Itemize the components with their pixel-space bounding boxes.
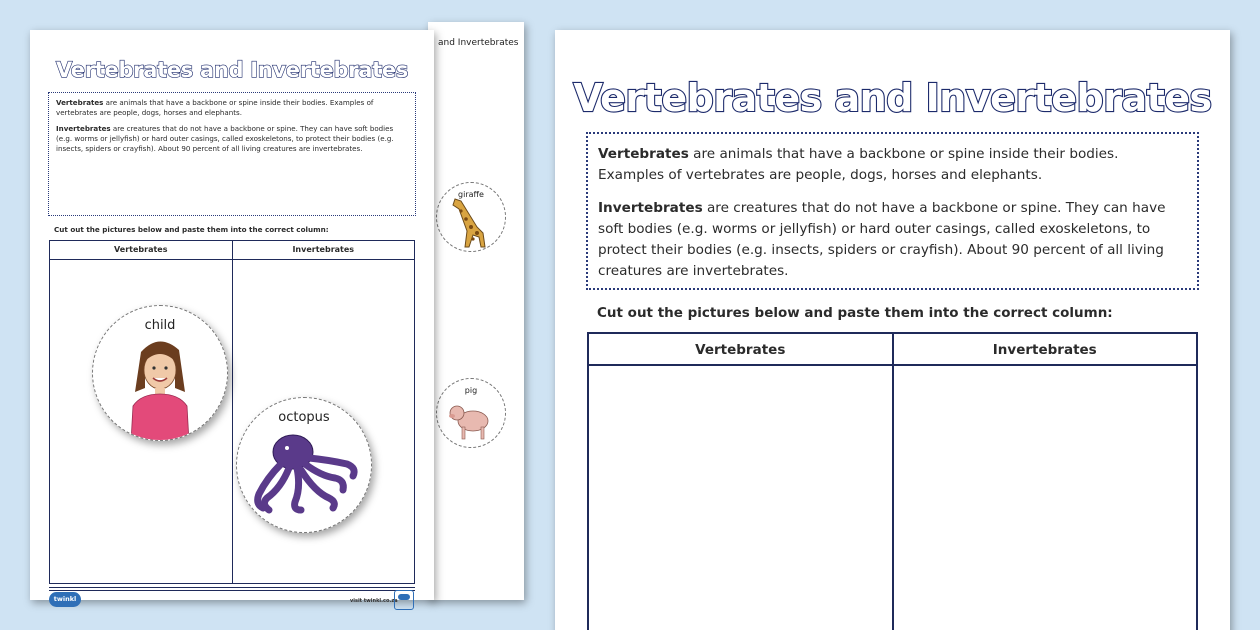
info-box xyxy=(586,132,1199,290)
vertebrates-term: Vertebrates xyxy=(598,146,689,162)
invertebrates-header: Invertebrates xyxy=(894,334,1197,366)
preview-vertebrates-term: Vertebrates xyxy=(56,98,104,107)
preview-invertebrates-header: Invertebrates xyxy=(233,241,415,260)
preview-vertebrates-text: are animals that have a backbone or spine inside their bodies. Examples of vertebrates are people, dogs, horses and elephants. xyxy=(56,98,374,117)
vertebrates-header: Vertebrates xyxy=(589,334,892,366)
child-icon xyxy=(93,306,228,441)
invertebrates-text: are creatures that do not have a backbone or spine. They can have soft bodies (e.g. worms or jellyfish) or hard outer casings, called exoskeletons, to protect their bodies (e.g. insects, spiders or crayfish). About 90 percent of all living creatures are invertebrates. xyxy=(598,200,1166,279)
giraffe-cutout xyxy=(436,182,506,252)
preview-invertebrates-term: Invertebrates xyxy=(56,124,111,133)
preview-vertebrates-definition xyxy=(56,98,408,118)
worksheet-title: Vertebrates and Invertebrates xyxy=(573,76,1212,120)
back-worksheet-page xyxy=(428,22,524,600)
invertebrates-column xyxy=(892,334,1197,630)
back-sheet-heading: and Invertebrates xyxy=(438,38,519,48)
child-cutout xyxy=(92,305,228,441)
footer-url: visit twinkl.co.za xyxy=(350,598,398,604)
preview-vertebrates-header: Vertebrates xyxy=(50,241,232,260)
vertebrates-column xyxy=(589,334,892,630)
preview-invertebrates-definition xyxy=(56,124,408,154)
footer-divider-thin xyxy=(49,590,415,591)
giraffe-icon xyxy=(437,183,506,252)
octopus-label: octopus xyxy=(278,410,330,425)
invertebrates-definition xyxy=(598,198,1187,282)
invertebrates-term: Invertebrates xyxy=(598,200,703,216)
preview-title: Vertebrates and Invertebrates xyxy=(55,58,409,82)
vertebrates-definition xyxy=(598,144,1187,186)
sorting-table xyxy=(587,332,1198,630)
preview-instruction: Cut out the pictures below and paste them into the correct column: xyxy=(54,225,329,234)
pig-cutout xyxy=(436,378,506,448)
preview-info-box xyxy=(48,92,416,216)
pig-icon xyxy=(437,379,506,448)
quality-badge-icon xyxy=(394,590,414,610)
octopus-icon xyxy=(237,398,372,533)
worksheet-zoomed-page xyxy=(555,30,1230,630)
instruction-text: Cut out the pictures below and paste them into the correct column: xyxy=(597,305,1113,321)
footer-divider xyxy=(49,587,415,588)
giraffe-label: giraffe xyxy=(458,190,484,199)
twinkl-logo: twinkl xyxy=(49,592,81,607)
preview-invertebrates-text: are creatures that do not have a backbone or spine. They can have soft bodies (e.g. worms or jellyfish) or hard outer casings, called exoskeletons, to protect their bodies (e.g. insects, spiders or crayfish). About 90 percent of all living creatures are invertebrates. xyxy=(56,124,394,153)
child-label: child xyxy=(144,318,176,333)
octopus-cutout xyxy=(236,397,372,533)
vertebrates-text: are animals that have a backbone or spine inside their bodies. Examples of vertebrates are people, dogs, horses and elephants. xyxy=(598,146,1119,183)
pig-label: pig xyxy=(464,386,478,395)
worksheet-preview-page xyxy=(30,30,434,604)
